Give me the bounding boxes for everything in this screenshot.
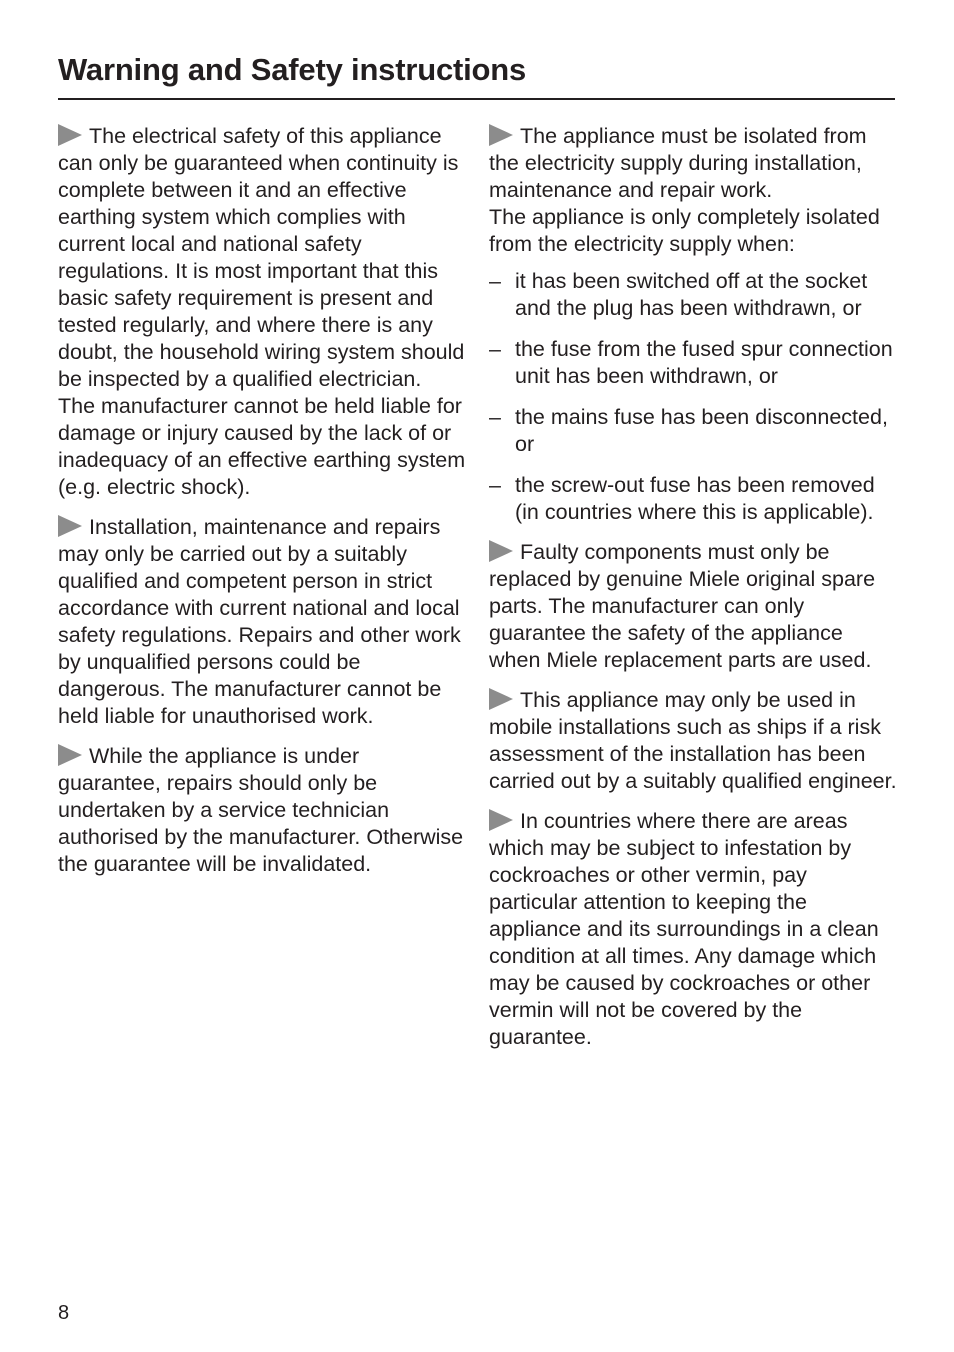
list-item-text: it has been switched off at the socket and the plug has been withdrawn, or [515,269,868,320]
triangle-bullet-icon [58,744,82,766]
dash-marker: – [489,473,501,497]
paragraph-text-extra: The appliance is only completely isolated from the electricity supply when: [489,205,880,256]
paragraph-isolation [489,123,897,258]
list-item [489,404,897,458]
paragraph-text: The appliance must be isolated from the electricity supply during installation, maintenance and repair work. [489,124,867,202]
paragraph-guarantee [58,743,466,878]
paragraph-text: In countries where there are areas which may be subject to infestation by cockroaches or other vermin, pay particular attention to keeping the appliance and its surroundings in a clean condition at all times. Any damage which may be caused by cockroaches or other vermin will not be covered by the guarantee. [489,809,879,1049]
list-item-text: the screw-out fuse has been removed (in countries where this is applicable). [515,473,875,524]
paragraph-text-extra: The manufacturer cannot be held liable for damage or injury caused by the lack of or inadequacy of an effective earthing system (e.g. electric shock). [58,394,466,499]
page-title: Warning and Safety instructions [58,52,527,87]
paragraph-text: The electrical safety of this appliance can only be guaranteed when continuity is complete between it and an effective earthing system which complies with current local and national safety regulations. It is most important that this basic safety requirement is present and tested regularly, and where there is any doubt, the household wiring system should be inspected by a qualified electrician. [58,124,465,391]
page-number: 8 [58,1302,70,1324]
paragraph-text: While the appliance is under guarantee, repairs should only be undertaken by a service technician authorised by the manufacturer. Otherwise the guarantee will be invalidated. [58,744,464,876]
paragraph-earthing [58,123,466,501]
triangle-bullet-icon [489,809,513,831]
title-divider [58,98,895,100]
triangle-bullet-icon [489,540,513,562]
isolation-conditions-list [489,268,897,526]
paragraph-mobile-installations [489,687,897,795]
list-item-text: the mains fuse has been disconnected, or [515,405,888,456]
triangle-bullet-icon [489,124,513,146]
paragraph-vermin [489,808,897,1051]
triangle-bullet-icon [58,515,82,537]
paragraph-installation [58,514,466,730]
left-column [58,123,466,891]
list-item-text: the fuse from the fused spur connection unit has been withdrawn, or [515,337,893,388]
list-item [489,336,897,390]
list-item [489,268,897,322]
paragraph-text: Faulty components must only be replaced by genuine Miele original spare parts. The manufacturer can only guarantee the safety of the appliance when Miele replacement parts are used. [489,540,876,672]
right-column [489,123,897,1064]
triangle-bullet-icon [58,124,82,146]
paragraph-text: This appliance may only be used in mobile installations such as ships if a risk assessment of the installation has been carried out by a suitably qualified engineer. [489,688,897,793]
paragraph-faulty-components [489,539,897,674]
list-item [489,472,897,526]
paragraph-text: Installation, maintenance and repairs may only be carried out by a suitably qualified and competent person in strict accordance with current national and local safety regulations. Repairs and other work by unqualified persons could be dangerous. The manufacturer cannot be held liable for unauthorised work. [58,515,461,728]
dash-marker: – [489,405,501,429]
dash-marker: – [489,337,501,361]
triangle-bullet-icon [489,688,513,710]
dash-marker: – [489,269,501,293]
